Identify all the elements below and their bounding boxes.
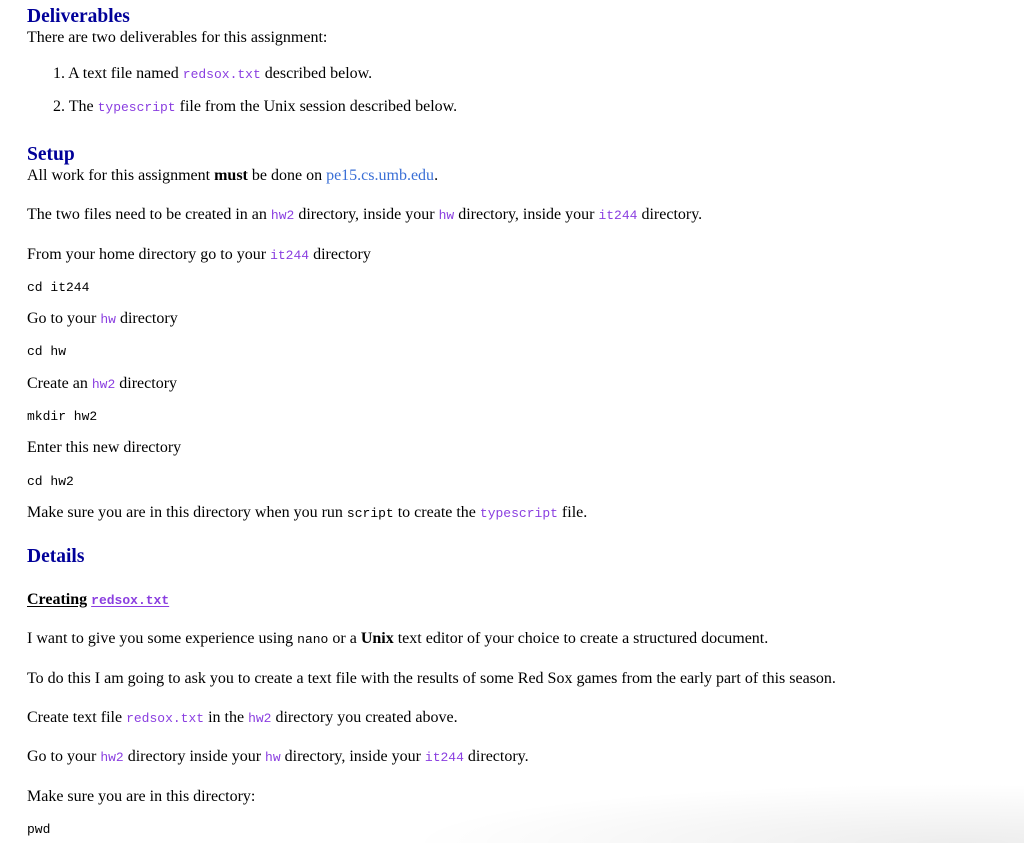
item-number: 2. <box>53 98 65 115</box>
text: directory <box>115 375 178 392</box>
emphasis: Unix <box>360 630 394 647</box>
deliverables-heading: Deliverables <box>27 6 130 27</box>
dir-code: it244 <box>424 750 464 765</box>
details-paragraph: To do this I am going to ask you to create a text file with the results of some Red Sox games from the early part of this season. <box>27 670 836 687</box>
list-item <box>53 65 457 83</box>
text: directory, inside your <box>454 206 599 223</box>
dir-code: hw <box>265 750 281 765</box>
command-block: cd hw <box>27 344 67 359</box>
item-text: A text file named <box>68 65 183 82</box>
command-block: cd hw2 <box>27 474 74 489</box>
setup-line <box>27 374 177 395</box>
text: directory. <box>463 748 529 765</box>
text: directory. <box>637 206 703 223</box>
setup-line <box>27 503 587 524</box>
command-block: cd it244 <box>27 280 90 295</box>
text: Create text file <box>27 709 127 726</box>
deliverables-intro: There are two deliverables for this assignment: <box>27 29 328 46</box>
dir-code: hw2 <box>91 377 116 392</box>
subheading-text: Creating <box>27 591 88 608</box>
text: to create the <box>393 504 480 521</box>
item-number: 1. <box>53 65 65 82</box>
details-subheading <box>27 590 169 611</box>
command-block: mkdir hw2 <box>27 409 98 424</box>
dir-code: hw2 <box>248 711 272 726</box>
command-code: nano <box>297 632 329 647</box>
text: Make sure you are in this directory when you run <box>27 504 347 521</box>
setup-line <box>27 166 438 186</box>
dir-code: hw <box>100 312 116 327</box>
item-text: described below. <box>260 65 373 82</box>
filename-code: typescript <box>479 506 558 521</box>
dir-code: hw2 <box>100 750 124 765</box>
dir-code: it244 <box>270 248 310 263</box>
dir-code: hw <box>438 208 455 223</box>
details-paragraph <box>27 708 458 729</box>
text: . <box>434 167 439 184</box>
text: Create an <box>27 375 92 392</box>
text: in the <box>204 709 249 726</box>
page-shadow <box>404 783 1024 843</box>
setup-heading: Setup <box>27 144 75 165</box>
text: file. <box>557 504 588 521</box>
details-paragraph <box>27 629 768 650</box>
details-paragraph: Make sure you are in this directory: <box>27 788 256 805</box>
text: directory <box>115 310 178 327</box>
setup-line <box>27 205 702 226</box>
details-heading: Details <box>27 546 85 567</box>
deliverables-list <box>53 65 457 116</box>
text: The two files need to be created in an <box>27 206 271 223</box>
emphasis: must <box>214 167 248 184</box>
dir-code: hw2 <box>270 208 295 223</box>
setup-line <box>27 309 178 330</box>
text: directory inside your <box>123 748 266 765</box>
text: or a <box>328 630 361 647</box>
text: Go to your <box>27 310 101 327</box>
text: Go to your <box>27 748 101 765</box>
command-block: pwd <box>27 822 51 837</box>
dir-code: it244 <box>598 208 638 223</box>
setup-line <box>27 245 371 266</box>
filename-code: redsox.txt <box>91 593 170 608</box>
server-link[interactable]: pe15.cs.umb.edu <box>326 167 435 184</box>
text: directory, inside your <box>280 748 425 765</box>
list-item <box>53 98 457 116</box>
text: I want to give you some experience using <box>27 630 298 647</box>
command-code: script <box>346 506 394 521</box>
text: directory <box>309 246 371 263</box>
item-text: The <box>68 98 98 115</box>
text: All work for this assignment <box>27 167 215 184</box>
text: directory you created above. <box>271 709 458 726</box>
item-text: file from the Unix session described below. <box>175 98 458 115</box>
setup-line: Enter this new directory <box>27 439 182 456</box>
text: be done on <box>247 167 327 184</box>
text: directory, inside your <box>294 206 439 223</box>
filename-code: typescript <box>97 100 176 115</box>
filename-code: redsox.txt <box>126 711 205 726</box>
details-paragraph <box>27 747 529 768</box>
filename-code: redsox.txt <box>182 67 261 82</box>
text: From your home directory go to your <box>27 246 271 263</box>
text: text editor of your choice to create a structured document. <box>393 630 769 647</box>
